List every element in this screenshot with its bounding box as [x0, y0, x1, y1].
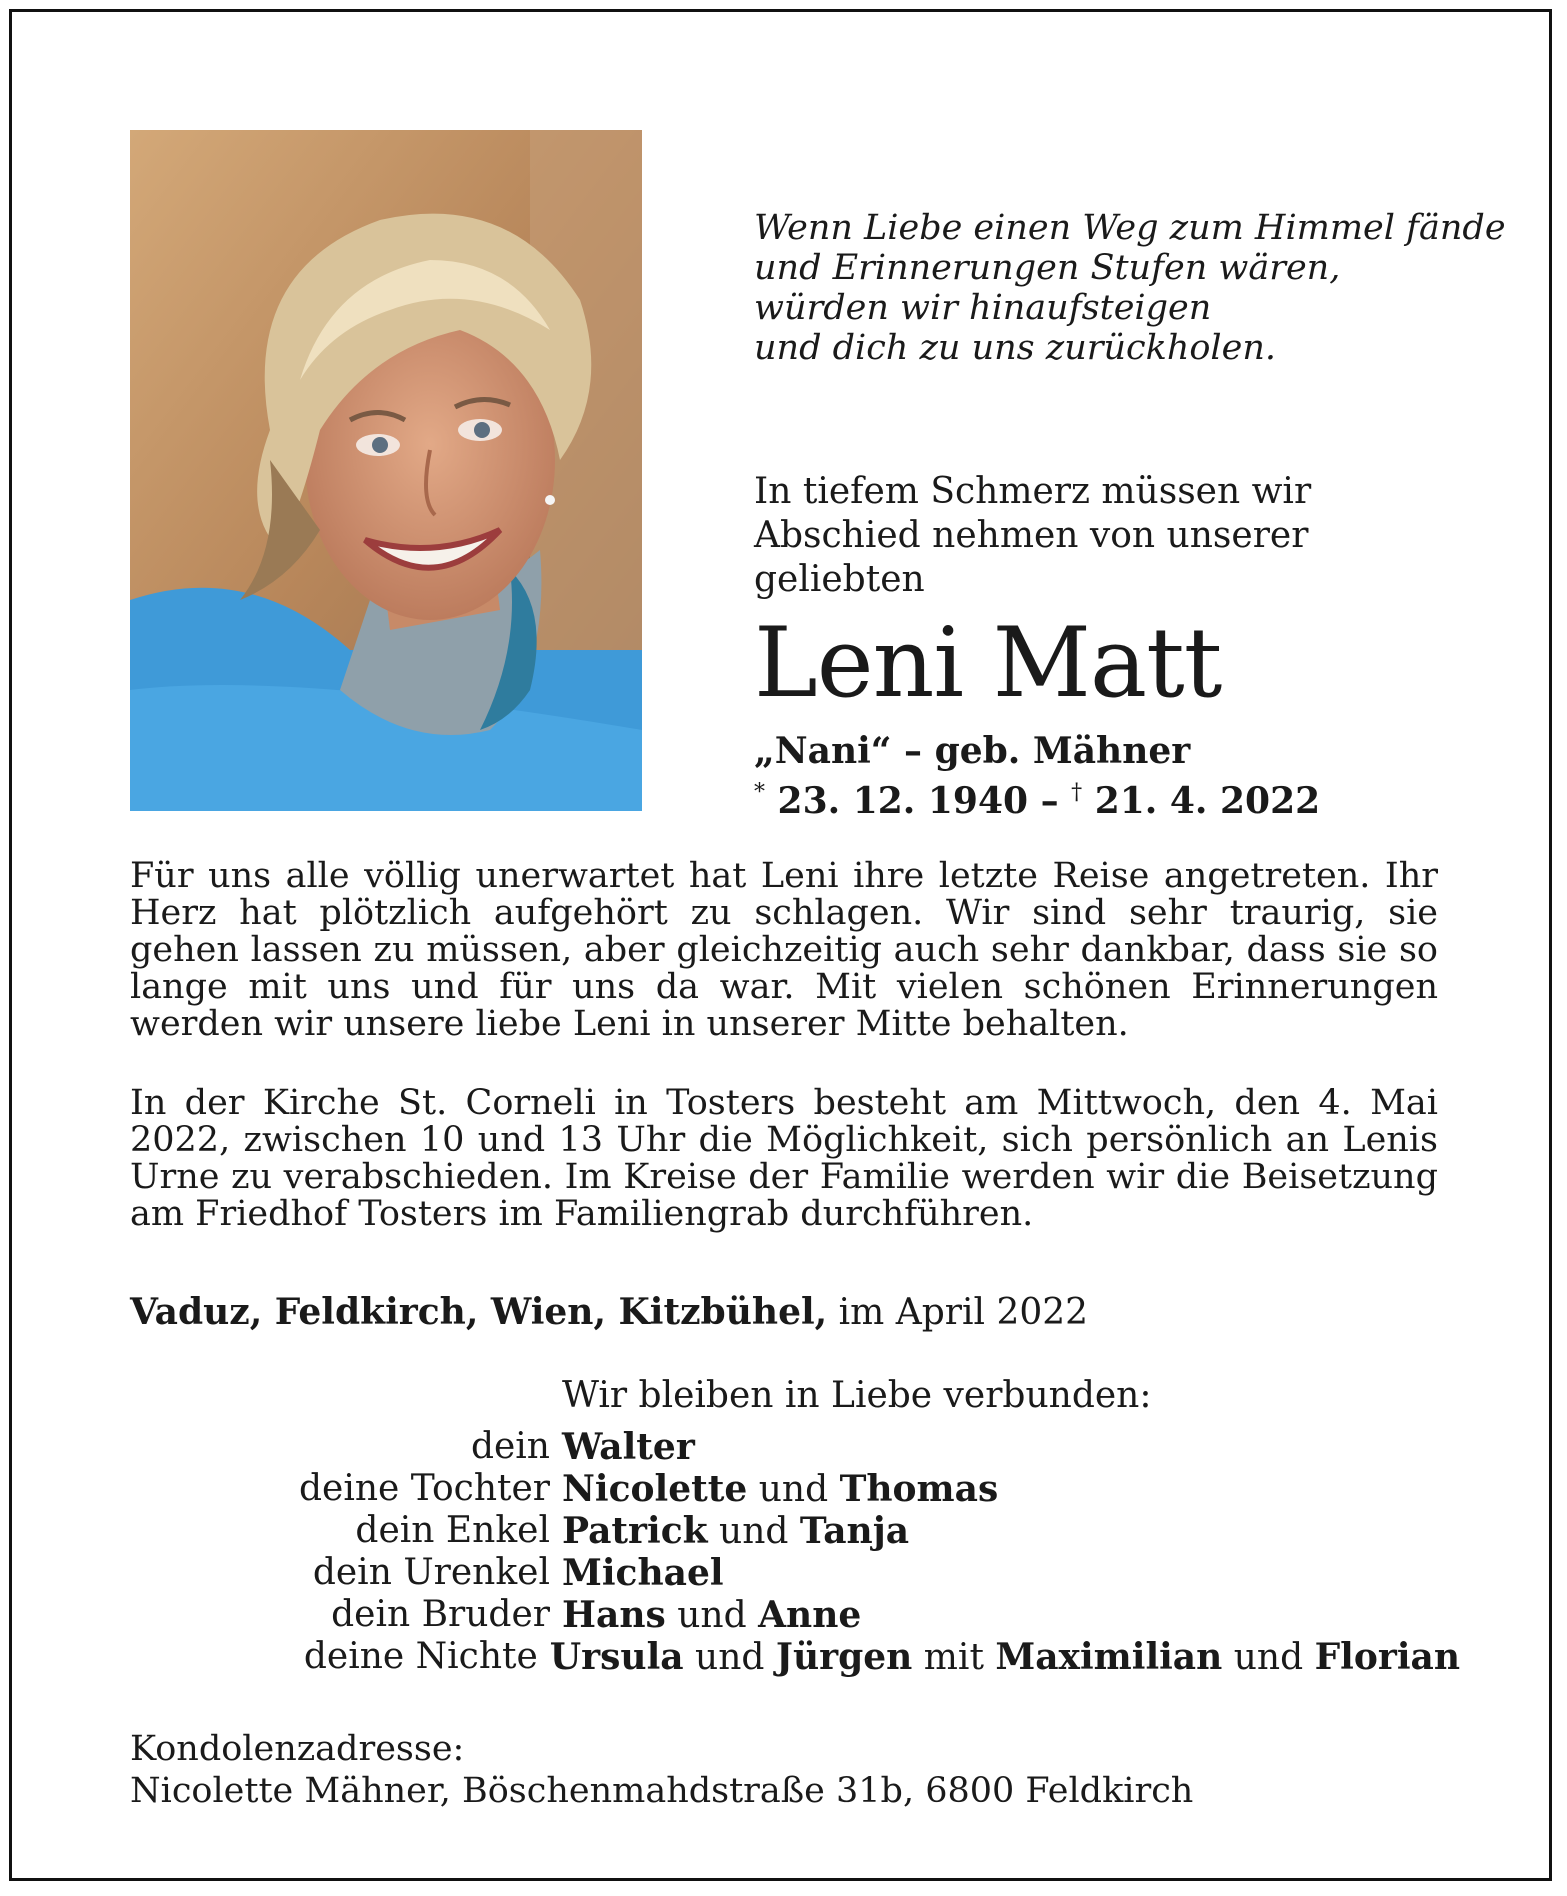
family-name: Walter — [562, 1426, 695, 1468]
family-name: Patrick — [562, 1510, 708, 1552]
family-relation: dein Enkel — [355, 1510, 550, 1551]
death-symbol: † — [1071, 780, 1083, 805]
family-row — [130, 1594, 1460, 1636]
deceased-name: Leni Matt — [754, 607, 1222, 719]
poem-line: Wenn Liebe einen Weg zum Himmel fände — [754, 208, 1506, 248]
paragraph-ceremony: In der Kirche St. Corneli in Tosters besteht am Mittwoch, den 4. Mai 2022, zwischen 10 und 13 Uhr die Möglichkeit, sich persönlich an Lenis Urne zu verabschieden. Im Kreise der Familie werden wir die Beisetzung am Friedhof Tosters im Familiengrab durchführen. — [130, 1083, 1438, 1234]
connector: und — [707, 1511, 800, 1552]
family-name: Hans — [562, 1594, 666, 1636]
family-name: Thomas — [839, 1468, 999, 1510]
death-date: 21. 4. 2022 — [1094, 780, 1321, 822]
poem-line: und Erinnerungen Stufen wären, — [754, 248, 1341, 288]
places: Vaduz, Feldkirch, Wien, Kitzbühel, — [130, 1291, 828, 1333]
family-name: Maximilian — [995, 1636, 1223, 1678]
family-name: Florian — [1314, 1636, 1460, 1678]
birth-symbol: * — [754, 780, 765, 805]
family-relation: dein — [470, 1426, 550, 1467]
condolence-label: Kondolenzadresse: — [130, 1729, 465, 1769]
intro-text: In tiefem Schmerz müssen wir Abschied nehmen von unserer geliebten — [754, 471, 1312, 600]
condolence-block — [130, 1728, 1193, 1812]
family-row — [130, 1552, 1460, 1594]
family-relation: deine Nichte — [303, 1636, 538, 1677]
date-separator: – — [1028, 780, 1072, 822]
connector: mit — [912, 1637, 996, 1678]
birth-date: 23. 12. 1940 — [777, 780, 1029, 822]
family-name: Jürgen — [775, 1636, 913, 1678]
connector: und — [1222, 1637, 1315, 1678]
month-year: im April 2022 — [827, 1292, 1089, 1333]
family-name: Ursula — [549, 1636, 684, 1678]
connector: und — [683, 1637, 776, 1678]
family-relation: deine Tochter — [298, 1468, 550, 1509]
condolence-address: Nicolette Mähner, Böschenmahdstraße 31b, 6800 Feldkirch — [130, 1771, 1194, 1811]
family-list — [130, 1426, 1460, 1678]
poem-line: und dich zu uns zurückholen. — [754, 328, 1277, 368]
life-dates — [754, 771, 1320, 823]
connector: und — [747, 1469, 840, 1510]
closing-line: Wir bleiben in Liebe verbunden: — [562, 1375, 1152, 1416]
family-name: Anne — [758, 1594, 862, 1636]
connector: und — [665, 1595, 759, 1636]
family-name: Nicolette — [562, 1468, 748, 1510]
family-relation: dein Bruder — [331, 1594, 550, 1635]
poem — [754, 208, 1506, 368]
portrait-photo — [130, 130, 642, 811]
family-row — [130, 1468, 1460, 1510]
paragraph-message: Für uns alle völlig unerwartet hat Leni ihre letzte Reise angetreten. Ihr Herz hat plötzlich aufgehört zu schlagen. Wir sind sehr traurig, sie gehen lassen zu müssen, aber gleichzeitig auch sehr dankbar, dass sie so lange mit uns und für uns da war. Mit vielen schönen Erinnerungen werden wir unsere liebe Leni in unserer Mitte behalten. — [130, 856, 1438, 1044]
family-name: Michael — [562, 1552, 724, 1594]
family-row — [130, 1426, 1460, 1468]
family-row — [130, 1636, 1460, 1678]
poem-line: würden wir hinaufsteigen — [754, 288, 1212, 328]
place-date-line — [130, 1290, 1088, 1335]
family-relation: dein Urenkel — [312, 1552, 550, 1593]
family-row — [130, 1510, 1460, 1552]
family-name: Tanja — [799, 1510, 910, 1552]
nickname-line: „Nani“ – geb. Mähner — [754, 730, 1191, 772]
